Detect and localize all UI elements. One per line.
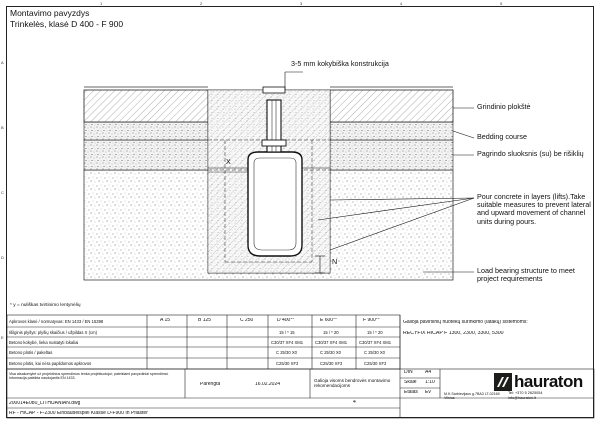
load-callout: Load bearing structure to meet project requirements bbox=[477, 266, 575, 284]
company-address: M.K.Sarbievijaus g.7BA3 LT-02169 Vilnius bbox=[444, 392, 500, 400]
zone-label: 2 bbox=[200, 1, 203, 6]
table-cell: C 25/30 X0 bbox=[364, 350, 385, 355]
footnote: * y = nuliškas tvirtinimo lentynėlių bbox=[10, 303, 81, 308]
table-cell: E 600** bbox=[320, 318, 337, 323]
date-label: Parengta bbox=[200, 382, 221, 387]
applies-list: RECYFIX HICAP F 1300, 2300, 3300, 5300 bbox=[403, 331, 504, 336]
coating-callout: 3-5 mm kokybiška konstrukcija bbox=[291, 59, 389, 68]
disclaimer: Visa atsakomybė už projektinius sprendimus tenka projektuotojui; pateikiami pavyzdiniai sprendimai. Informacija pateikta naudojantis EN 1433. bbox=[9, 372, 169, 381]
table-cell: Betono kokybė, lieka nustatyti lokaliai bbox=[9, 340, 79, 345]
table-cell: Išilginis plyšys: plyšių skaičius / užpildas X (cm) bbox=[9, 330, 97, 335]
zone-label: E bbox=[1, 335, 4, 340]
zone-label: 1 bbox=[100, 1, 103, 6]
table-cell: D 400** bbox=[277, 318, 295, 323]
table-cell: C25/30 XF3 bbox=[320, 361, 343, 366]
date-value: 16.02.2024 bbox=[255, 382, 281, 387]
table-cell: 15 / * 20 bbox=[323, 330, 339, 335]
version-label: Etalas bbox=[404, 390, 418, 395]
sheet-number: 4 bbox=[353, 400, 356, 405]
file-name: 200014E080_LITHUANIAN.dwg bbox=[9, 401, 81, 406]
table-cell: C 25/30 X0 bbox=[320, 350, 341, 355]
version-value: Ev bbox=[425, 390, 431, 395]
table-cell: C 250 bbox=[240, 318, 254, 323]
table-cell: C25/30 XF3 bbox=[364, 361, 387, 366]
applies-title: Galioja paviršinių nuotekų surinkimo (latakų) sistemoms: bbox=[403, 320, 528, 325]
table-cell: C30/37 XF4 XM1 bbox=[271, 340, 304, 345]
drawing-name: RF - HICAP - F-2300 Einbaubeispiel Klasse D-F900 In Pflaster bbox=[9, 411, 148, 416]
dimension-n: N bbox=[332, 257, 338, 266]
zone-label: 5 bbox=[500, 1, 503, 6]
table-cell: C 25/30 X0 bbox=[276, 350, 297, 355]
zone-label: C bbox=[1, 190, 4, 195]
table-cell: Betono plotis / pakeltas bbox=[9, 350, 53, 355]
table-cell: 15 / * 15 bbox=[279, 330, 295, 335]
table-cell: F 900** bbox=[363, 318, 380, 323]
hauraton-logo: hauraton bbox=[514, 372, 583, 391]
table-cell: C25/30 XF3 bbox=[276, 361, 299, 366]
paving-callout: Grindinio plokštė bbox=[477, 102, 531, 111]
dimension-x: X bbox=[226, 157, 231, 166]
zone-label: B bbox=[1, 125, 4, 130]
table-cell: C30/37 XF4 XM1 bbox=[315, 340, 348, 345]
table-cell: A 15 bbox=[160, 318, 171, 323]
table-cell: Betono plotis, kai nėra papildomos apkrovos bbox=[9, 361, 92, 366]
table-cell: B 125 bbox=[198, 318, 212, 323]
company-phone: Tel: +370 5 2625054 bbox=[508, 391, 543, 395]
hauraton-logo-icon bbox=[494, 373, 512, 391]
base-callout: Pagrindo sluoksnis (su) be rišiklių bbox=[477, 149, 584, 158]
title-line1: Montavimo pavyzdys bbox=[10, 8, 90, 18]
table-cell: 15 / * 20 bbox=[367, 330, 383, 335]
zone-label: D bbox=[1, 255, 4, 260]
scale-value: 1:10 bbox=[425, 380, 435, 385]
description: Galioja visoms bendrovės montavimo rekomendacijoms bbox=[314, 378, 391, 388]
scale-label: Skalė bbox=[404, 380, 417, 385]
pour-callout: Pour concrete in layers (lifts).Take suitable measures to prevent lateral and upward movement of channel units during pours. bbox=[477, 192, 591, 226]
size-value: A4 bbox=[425, 370, 432, 375]
zone-label: 3 bbox=[300, 1, 303, 6]
table-cell: C30/37 XF4 XM1 bbox=[359, 340, 392, 345]
size-label: DIN bbox=[404, 370, 413, 375]
title-line2: Trinkelės, klasė D 400 - F 900 bbox=[10, 19, 124, 29]
zone-label: 4 bbox=[400, 1, 403, 6]
table-cell: Apkrovos klasė / normatyvas: EN 1433 / EN 15398 bbox=[9, 319, 104, 324]
zone-label: A bbox=[1, 60, 4, 65]
company-email: info@hauraton.lt bbox=[508, 396, 536, 400]
bedding-callout: Bedding course bbox=[477, 132, 527, 141]
